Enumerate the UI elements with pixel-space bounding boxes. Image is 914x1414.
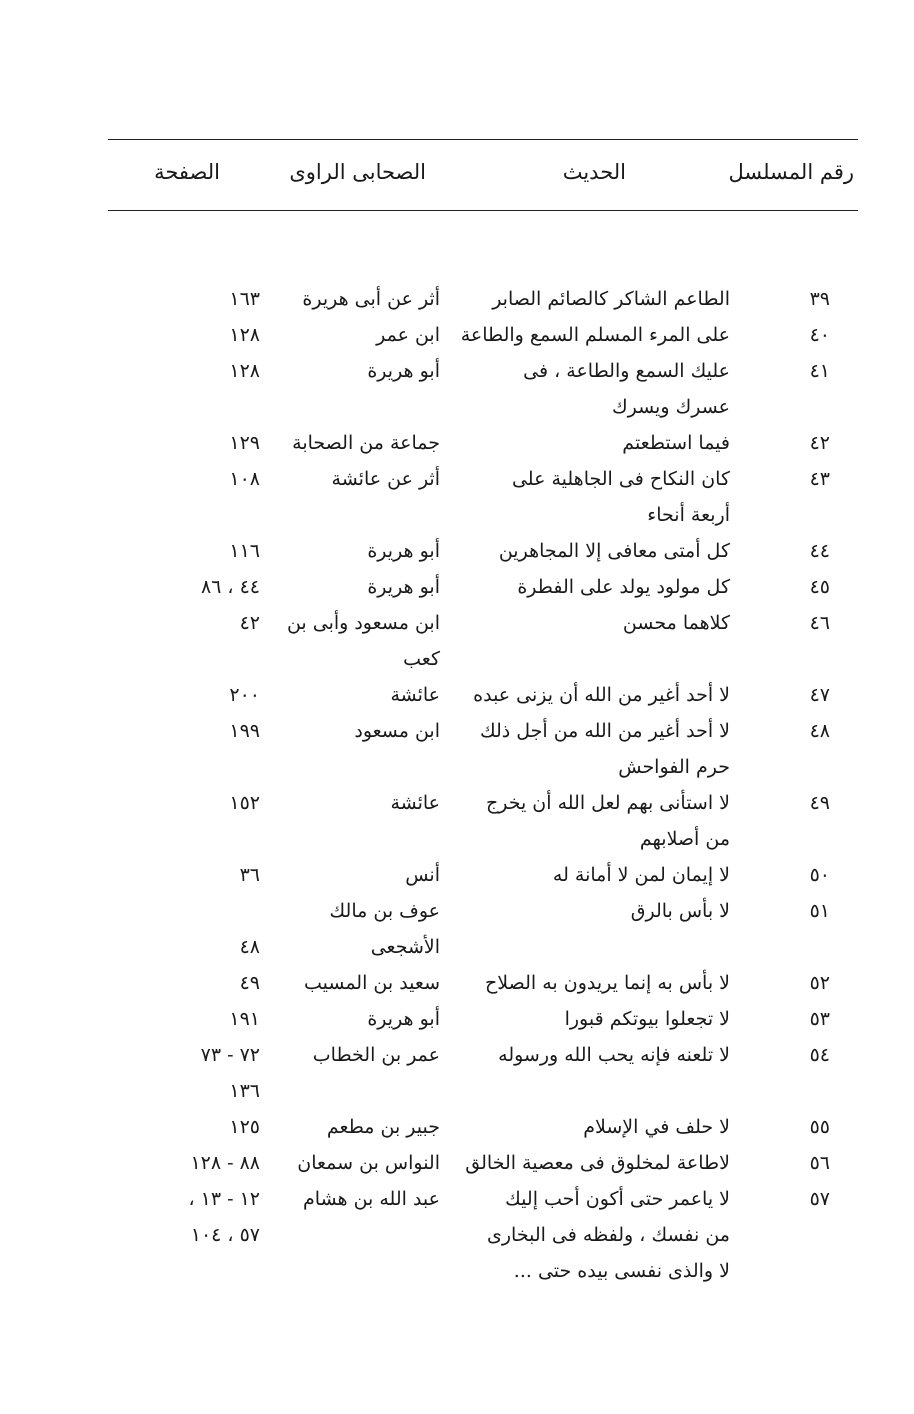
table-row bbox=[108, 1073, 858, 1109]
narrator: النواس بن سمعان bbox=[297, 1152, 440, 1174]
table-row bbox=[108, 1109, 858, 1145]
page-number bbox=[110, 749, 260, 785]
hadith-text: أربعة أنحاء bbox=[647, 504, 730, 526]
hadith-text: كلاهما محسن bbox=[622, 612, 730, 634]
narrator bbox=[280, 389, 440, 425]
page-number: ١٦٣ bbox=[229, 288, 260, 310]
hadith-text: من أصلابهم bbox=[639, 828, 730, 850]
narrator bbox=[280, 1253, 440, 1289]
page-number: ١٢٨ bbox=[229, 360, 260, 382]
narrator: أبو هريرة bbox=[367, 576, 440, 598]
serial-number: ٥٢ bbox=[809, 972, 830, 994]
narrator: ابن عمر bbox=[376, 324, 440, 346]
page-number bbox=[110, 641, 260, 677]
serial-number: ٤١ bbox=[809, 360, 830, 382]
serial-number bbox=[770, 497, 830, 533]
page-number: ١٢٥ bbox=[229, 1116, 260, 1138]
page-number: ١٢٩ bbox=[229, 432, 260, 454]
table-row bbox=[108, 569, 858, 605]
serial-number: ٤٦ bbox=[809, 612, 830, 634]
page-number: ١٩١ bbox=[229, 1008, 260, 1030]
hadith-text: لا أحد أغير من الله من أجل ذلك bbox=[479, 720, 730, 742]
narrator: أبو هريرة bbox=[367, 1008, 440, 1030]
header-serial-number: رقم المسلسل bbox=[728, 160, 854, 184]
table-row bbox=[108, 389, 858, 425]
page-number: ١٢ - ١٣ ، bbox=[188, 1188, 260, 1210]
page-number: ٤٢ bbox=[239, 612, 260, 634]
hadith-text: لا بأس به إنما يريدون به الصلاح bbox=[485, 972, 730, 994]
page-number bbox=[110, 821, 260, 857]
table-row bbox=[108, 1217, 858, 1253]
header-narrator: الصحابى الراوى bbox=[289, 160, 426, 184]
serial-number bbox=[770, 1217, 830, 1253]
serial-number: ٥٤ bbox=[809, 1044, 830, 1066]
page-number bbox=[110, 497, 260, 533]
narrator: عمر بن الخطاب bbox=[312, 1044, 440, 1066]
serial-number: ٤٧ bbox=[809, 684, 830, 706]
narrator: الأشجعى bbox=[370, 936, 440, 958]
hadith-index-table bbox=[108, 281, 858, 1289]
hadith-text bbox=[430, 641, 730, 677]
header-bottom-rule bbox=[108, 210, 858, 211]
narrator: جماعة من الصحابة bbox=[292, 432, 440, 454]
hadith-text: الطاعم الشاكر كالصائم الصابر bbox=[492, 288, 730, 310]
table-row bbox=[108, 1145, 858, 1181]
serial-number: ٤٠ bbox=[809, 324, 830, 346]
hadith-text: لا أحد أغير من الله أن يزنى عبده bbox=[473, 684, 730, 706]
serial-number bbox=[770, 749, 830, 785]
table-row bbox=[108, 461, 858, 497]
hadith-text: لا حلف في الإسلام bbox=[583, 1116, 730, 1138]
narrator: أبو هريرة bbox=[367, 540, 440, 562]
serial-number: ٥١ bbox=[809, 900, 830, 922]
hadith-text: لا ياعمر حتى أكون أحب إليك bbox=[505, 1188, 730, 1210]
page-number: ١٢٨ bbox=[229, 324, 260, 346]
hadith-text: لاطاعة لمخلوق فى معصية الخالق bbox=[465, 1152, 730, 1174]
page-number: ١٩٩ bbox=[229, 720, 260, 742]
hadith-text: لا استأنى بهم لعل الله أن يخرج bbox=[485, 792, 730, 814]
serial-number: ٤٤ bbox=[809, 540, 830, 562]
serial-number bbox=[770, 1253, 830, 1289]
page-number: ٤٤ ، ٨٦ bbox=[200, 576, 260, 598]
hadith-text: لا إيمان لمن لا أمانة له bbox=[552, 864, 730, 886]
table-row bbox=[108, 425, 858, 461]
header-hadith: الحديث bbox=[562, 160, 626, 184]
hadith-text: كان النكاح فى الجاهلية على bbox=[511, 468, 730, 490]
table-row bbox=[108, 893, 858, 929]
serial-number: ٥٦ bbox=[809, 1152, 830, 1174]
table-row bbox=[108, 965, 858, 1001]
serial-number: ٥٣ bbox=[809, 1008, 830, 1030]
table-row bbox=[108, 929, 858, 965]
hadith-text: لا بأس بالرق bbox=[630, 900, 730, 922]
page-number bbox=[110, 1253, 260, 1289]
serial-number: ٤٥ bbox=[809, 576, 830, 598]
header-top-rule bbox=[108, 139, 858, 140]
narrator: أبو هريرة bbox=[367, 360, 440, 382]
serial-number: ٤٢ bbox=[809, 432, 830, 454]
page-number: ٤٩ bbox=[239, 972, 260, 994]
serial-number: ٤٩ bbox=[809, 792, 830, 814]
narrator: أثر عن أبى هريرة bbox=[302, 288, 440, 310]
hadith-text: عليك السمع والطاعة ، فى bbox=[523, 360, 730, 382]
hadith-text: كل مولود يولد على الفطرة bbox=[517, 576, 730, 598]
table-row bbox=[108, 1037, 858, 1073]
hadith-text: على المرء المسلم السمع والطاعة bbox=[460, 324, 730, 346]
page-number: ١٠٨ bbox=[229, 468, 260, 490]
serial-number bbox=[770, 821, 830, 857]
narrator: كعب bbox=[403, 648, 440, 670]
page-number: ١٣٦ bbox=[229, 1080, 260, 1102]
hadith-text: من نفسك ، ولفظه فى البخارى bbox=[486, 1224, 730, 1246]
table-row bbox=[108, 677, 858, 713]
page-number bbox=[110, 893, 260, 929]
table-row bbox=[108, 605, 858, 641]
table-row bbox=[108, 749, 858, 785]
hadith-text: عسرك ويسرك bbox=[611, 396, 730, 418]
page-number: ١٥٢ bbox=[229, 792, 260, 814]
narrator: ابن مسعود bbox=[354, 720, 440, 742]
serial-number bbox=[770, 389, 830, 425]
page-number: ٥٧ ، ١٠٤ bbox=[190, 1224, 260, 1246]
serial-number bbox=[770, 641, 830, 677]
table-row bbox=[108, 857, 858, 893]
page-number: ٤٨ bbox=[239, 936, 260, 958]
narrator: أثر عن عائشة bbox=[331, 468, 440, 490]
table-row bbox=[108, 641, 858, 677]
hadith-text: لا تلعنه فإنه يحب الله ورسوله bbox=[498, 1044, 730, 1066]
hadith-text: لا والذى نفسى بيده حتى ... bbox=[513, 1260, 730, 1282]
narrator bbox=[280, 1073, 440, 1109]
table-row bbox=[108, 353, 858, 389]
table-row bbox=[108, 821, 858, 857]
narrator bbox=[280, 497, 440, 533]
serial-number: ٤٨ bbox=[809, 720, 830, 742]
serial-number: ٣٩ bbox=[809, 288, 830, 310]
table-row bbox=[108, 533, 858, 569]
serial-number: ٥٠ bbox=[809, 864, 830, 886]
serial-number: ٤٣ bbox=[809, 468, 830, 490]
serial-number: ٥٥ bbox=[809, 1116, 830, 1138]
narrator: عائشة bbox=[390, 792, 440, 814]
table-row bbox=[108, 785, 858, 821]
header-page: الصفحة bbox=[154, 160, 220, 184]
narrator: سعيد بن المسيب bbox=[303, 972, 440, 994]
serial-number bbox=[770, 1073, 830, 1109]
narrator bbox=[280, 1217, 440, 1253]
serial-number bbox=[770, 929, 830, 965]
narrator: عبد الله بن هشام bbox=[303, 1188, 440, 1210]
page-number: ٧٢ - ٧٣ bbox=[200, 1044, 260, 1066]
page-number: ٨٨ - ١٢٨ bbox=[190, 1152, 260, 1174]
table-row bbox=[108, 1001, 858, 1037]
narrator: أنس bbox=[405, 864, 440, 886]
hadith-text bbox=[430, 929, 730, 965]
narrator bbox=[280, 749, 440, 785]
table-row bbox=[108, 1253, 858, 1289]
narrator: ابن مسعود وأبى بن bbox=[286, 612, 440, 634]
hadith-text: كل أمتى معافى إلا المجاهرين bbox=[498, 540, 730, 562]
narrator: عائشة bbox=[390, 684, 440, 706]
hadith-text bbox=[430, 1073, 730, 1109]
page-number: ١١٦ bbox=[229, 540, 260, 562]
page-number bbox=[110, 389, 260, 425]
narrator: جبير بن مطعم bbox=[326, 1116, 440, 1138]
page-number: ٣٦ bbox=[239, 864, 260, 886]
narrator: عوف بن مالك bbox=[329, 900, 440, 922]
hadith-text: لا تجعلوا بيوتكم قبورا bbox=[564, 1008, 730, 1030]
narrator bbox=[280, 821, 440, 857]
hadith-text: حرم الفواحش bbox=[618, 756, 730, 778]
table-row bbox=[108, 713, 858, 749]
table-row bbox=[108, 281, 858, 317]
hadith-text: فيما استطعتم bbox=[622, 432, 730, 454]
page-number: ٢٠٠ bbox=[229, 684, 260, 706]
table-row bbox=[108, 1181, 858, 1217]
serial-number: ٥٧ bbox=[809, 1188, 830, 1210]
table-row bbox=[108, 497, 858, 533]
table-row bbox=[108, 317, 858, 353]
